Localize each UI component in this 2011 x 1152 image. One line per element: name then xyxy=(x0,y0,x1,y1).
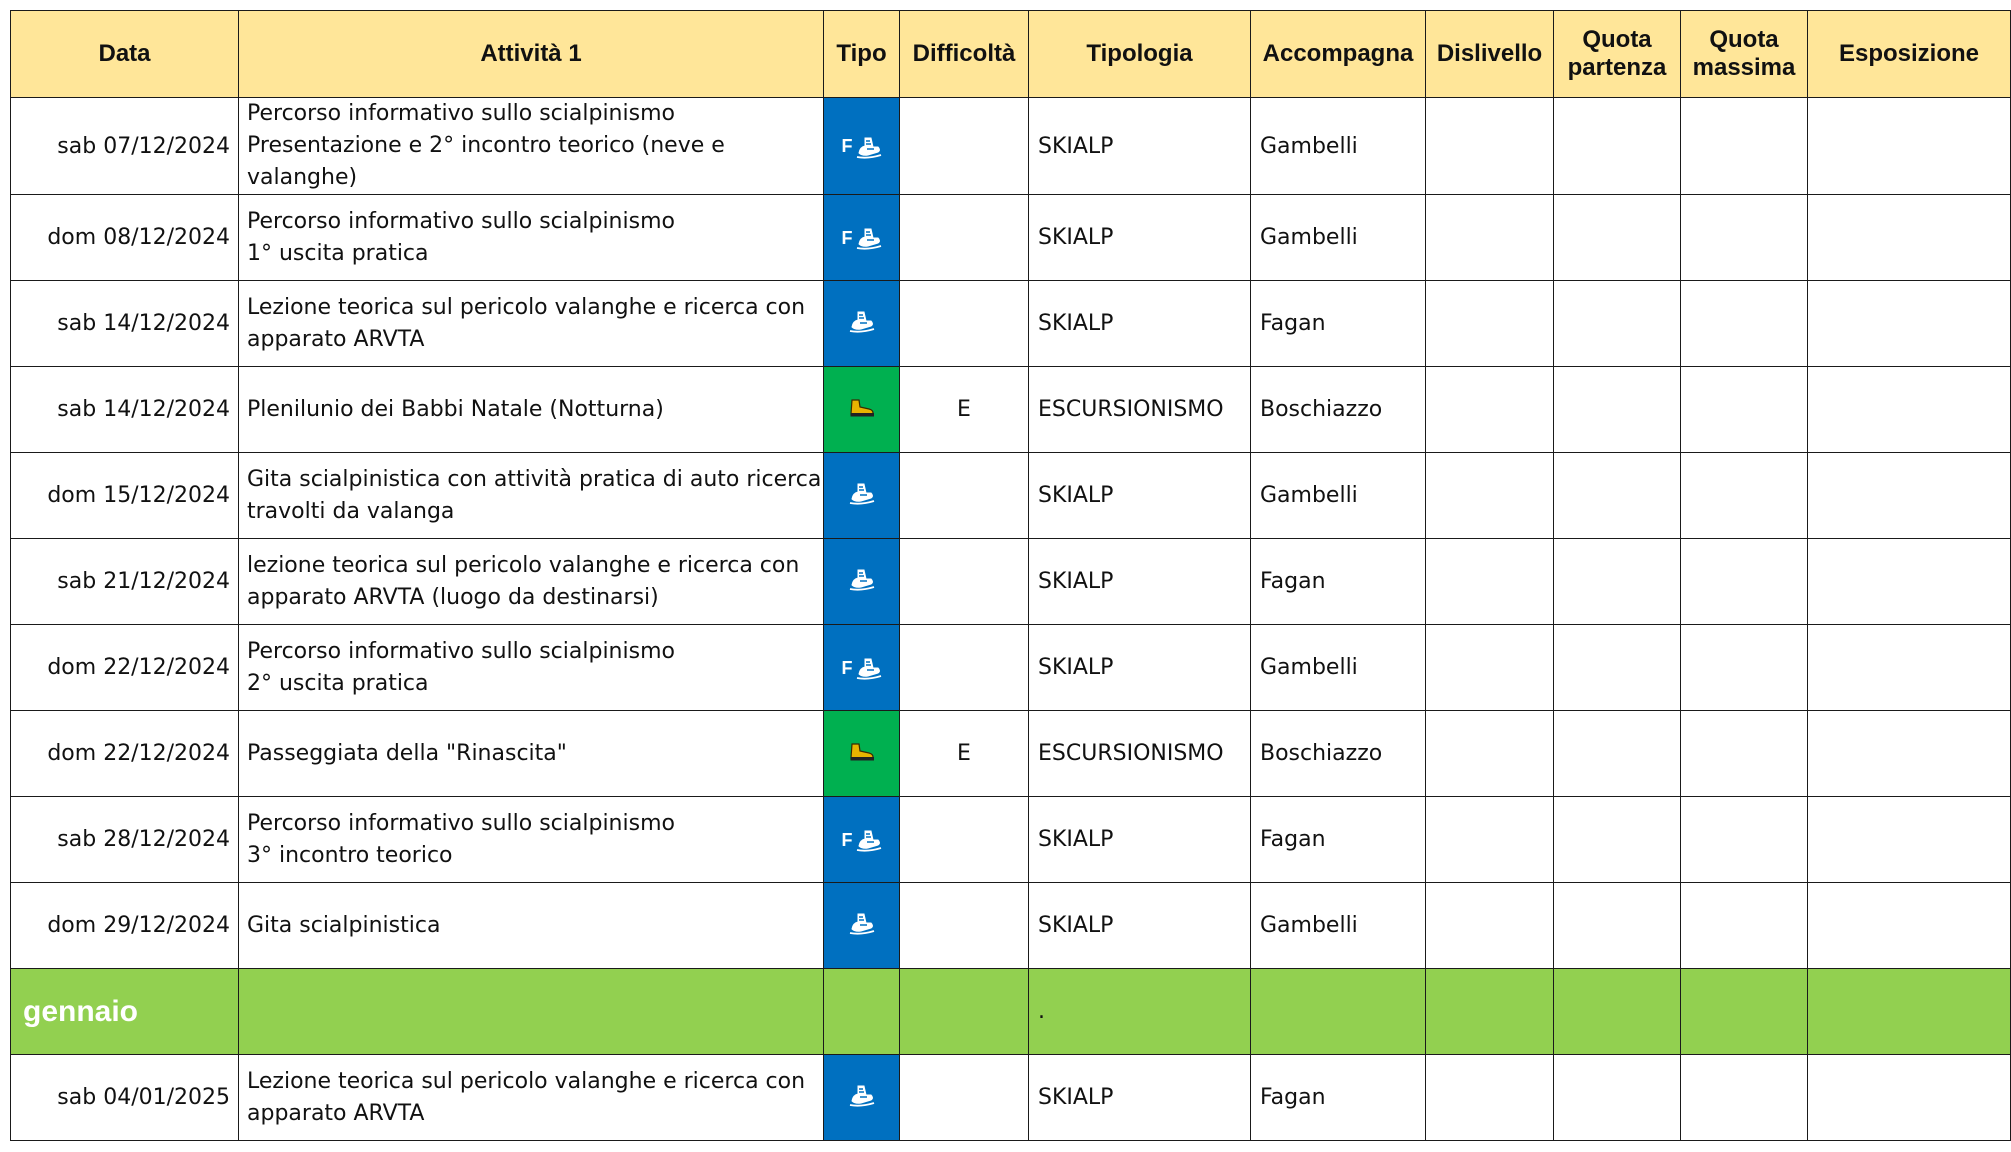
cell-tipologia[interactable]: ESCURSIONISMO xyxy=(1029,367,1251,453)
ski-boot-icon xyxy=(849,481,875,505)
cell-date[interactable]: sab 21/12/2024 xyxy=(11,539,239,625)
cell-date[interactable]: sab 14/12/2024 xyxy=(11,367,239,453)
month-label[interactable]: gennaio xyxy=(11,969,239,1055)
cell-dislivello[interactable] xyxy=(1426,195,1554,281)
tipo-badge xyxy=(842,135,882,159)
attivita-line: apparato ARVTA (luogo da destinarsi) xyxy=(247,584,659,610)
table-row xyxy=(11,797,2011,883)
cell-tipologia[interactable]: SKIALP xyxy=(1029,1055,1251,1141)
cell-tipologia[interactable]: ESCURSIONISMO xyxy=(1029,711,1251,797)
cell-esposizione[interactable] xyxy=(1808,281,2011,367)
attivita-line: Percorso informativo sullo scialpinismo xyxy=(247,810,675,836)
table-row xyxy=(11,883,2011,969)
cell-dislivello[interactable] xyxy=(1426,797,1554,883)
cell-quota-partenza[interactable] xyxy=(1554,539,1681,625)
attivita-line: Lezione teorica sul pericolo valanghe e ricerca con xyxy=(247,1068,806,1094)
ski-boot-icon xyxy=(849,1083,875,1107)
cell-difficolta[interactable] xyxy=(900,625,1029,711)
cell-date[interactable]: dom 22/12/2024 xyxy=(11,625,239,711)
cell-difficolta[interactable] xyxy=(900,195,1029,281)
cell-dislivello[interactable] xyxy=(1426,453,1554,539)
table-row xyxy=(11,1055,2011,1141)
table-row xyxy=(11,195,2011,281)
tipo-letter: F xyxy=(841,227,853,248)
table-row xyxy=(11,453,2011,539)
tipo-badge xyxy=(842,226,882,250)
cell-esposizione[interactable] xyxy=(1808,883,2011,969)
cell-accompagna[interactable]: Gambelli xyxy=(1251,195,1426,281)
activities-table xyxy=(10,10,2011,1141)
tipo-badge xyxy=(848,740,876,762)
cell-quota-massima[interactable] xyxy=(1681,281,1808,367)
attivita-line: Percorso informativo sullo scialpinismo xyxy=(247,101,675,126)
header-row xyxy=(11,11,2011,98)
tipo-badge xyxy=(842,828,882,852)
cell-tipo[interactable] xyxy=(824,711,900,797)
cell-quota-partenza[interactable] xyxy=(1554,711,1681,797)
month-cell-accompagna[interactable] xyxy=(1251,969,1426,1055)
cell-tipo[interactable] xyxy=(824,195,900,281)
month-cell-attivita[interactable] xyxy=(239,969,824,1055)
attivita-line: Presentazione e 2° incontro teorico (neve e xyxy=(247,133,725,158)
cell-tipologia[interactable]: SKIALP xyxy=(1029,625,1251,711)
cell-tipo[interactable] xyxy=(824,367,900,453)
cell-tipo[interactable] xyxy=(824,883,900,969)
cell-esposizione[interactable] xyxy=(1808,453,2011,539)
month-cell-esposizione[interactable] xyxy=(1808,969,2011,1055)
ski-boot-icon xyxy=(856,828,882,852)
attivita-line: Lezione teorica sul pericolo valanghe e ricerca con xyxy=(247,294,806,320)
attivita-line: Percorso informativo sullo scialpinismo xyxy=(247,638,675,664)
tipo-letter: F xyxy=(841,657,853,678)
tipo-badge xyxy=(842,656,882,680)
header-quota-massima-line2: massima xyxy=(1692,54,1796,81)
table-row xyxy=(11,98,2011,195)
ski-boot-icon xyxy=(849,567,875,591)
cell-quota-partenza[interactable] xyxy=(1554,453,1681,539)
cell-quota-massima[interactable] xyxy=(1681,453,1808,539)
cell-attivita[interactable] xyxy=(239,1055,824,1141)
cell-accompagna[interactable]: Gambelli xyxy=(1251,98,1426,195)
header-quota-massima[interactable] xyxy=(1681,11,1808,98)
cell-attivita[interactable] xyxy=(239,539,824,625)
cell-quota-massima[interactable] xyxy=(1681,539,1808,625)
header-accompagna[interactable]: Accompagna xyxy=(1251,11,1426,98)
cell-tipologia[interactable]: SKIALP xyxy=(1029,883,1251,969)
cell-quota-massima[interactable] xyxy=(1681,797,1808,883)
cell-date[interactable]: sab 04/01/2025 xyxy=(11,1055,239,1141)
cell-accompagna[interactable]: Fagan xyxy=(1251,1055,1426,1141)
cell-difficolta[interactable] xyxy=(900,797,1029,883)
hiking-boot-icon xyxy=(848,396,876,418)
ski-boot-icon xyxy=(849,309,875,333)
table-row xyxy=(11,711,2011,797)
attivita-line: 2° uscita pratica xyxy=(247,670,429,696)
cell-esposizione[interactable] xyxy=(1808,797,2011,883)
cell-dislivello[interactable] xyxy=(1426,1055,1554,1141)
cell-dislivello[interactable] xyxy=(1426,98,1554,195)
cell-quota-massima[interactable] xyxy=(1681,98,1808,195)
attivita-line: Passeggiata della "Rinascita" xyxy=(247,740,567,766)
cell-quota-partenza[interactable] xyxy=(1554,1055,1681,1141)
tipo-badge xyxy=(849,911,875,935)
cell-accompagna[interactable]: Gambelli xyxy=(1251,883,1426,969)
month-cell-quota-partenza[interactable] xyxy=(1554,969,1681,1055)
month-cell-difficolta[interactable] xyxy=(900,969,1029,1055)
attivita-line: valanghe) xyxy=(247,165,358,190)
cell-esposizione[interactable] xyxy=(1808,195,2011,281)
cell-attivita[interactable] xyxy=(239,797,824,883)
cell-attivita[interactable] xyxy=(239,453,824,539)
table-row xyxy=(11,625,2011,711)
cell-accompagna[interactable]: Boschiazzo xyxy=(1251,367,1426,453)
cell-attivita[interactable] xyxy=(239,883,824,969)
cell-quota-partenza[interactable] xyxy=(1554,625,1681,711)
month-cell-tipologia[interactable]: . xyxy=(1029,969,1251,1055)
attivita-line: apparato ARVTA xyxy=(247,1100,425,1126)
tipo-badge xyxy=(848,396,876,418)
attivita-line: Gita scialpinistica xyxy=(247,912,441,938)
cell-difficolta[interactable] xyxy=(900,883,1029,969)
cell-dislivello[interactable] xyxy=(1426,281,1554,367)
cell-tipo[interactable] xyxy=(824,797,900,883)
header-dislivello[interactable]: Dislivello xyxy=(1426,11,1554,98)
attivita-line: Percorso informativo sullo scialpinismo xyxy=(247,208,675,234)
cell-difficolta[interactable] xyxy=(900,98,1029,195)
cell-accompagna[interactable]: Fagan xyxy=(1251,797,1426,883)
cell-tipologia[interactable]: SKIALP xyxy=(1029,453,1251,539)
cell-attivita[interactable] xyxy=(239,711,824,797)
tipo-badge xyxy=(849,481,875,505)
tipo-letter: F xyxy=(841,829,853,850)
cell-accompagna[interactable]: Gambelli xyxy=(1251,625,1426,711)
cell-date[interactable]: sab 07/12/2024 xyxy=(11,98,239,195)
cell-dislivello[interactable] xyxy=(1426,539,1554,625)
cell-date[interactable]: dom 22/12/2024 xyxy=(11,711,239,797)
cell-dislivello[interactable] xyxy=(1426,625,1554,711)
table-row xyxy=(11,539,2011,625)
cell-difficolta[interactable] xyxy=(900,539,1029,625)
cell-esposizione[interactable] xyxy=(1808,625,2011,711)
cell-tipo[interactable] xyxy=(824,281,900,367)
cell-date[interactable]: sab 28/12/2024 xyxy=(11,797,239,883)
cell-quota-massima[interactable] xyxy=(1681,367,1808,453)
cell-accompagna[interactable]: Gambelli xyxy=(1251,453,1426,539)
tipo-badge xyxy=(849,309,875,333)
cell-difficolta[interactable]: E xyxy=(900,367,1029,453)
month-cell-dislivello[interactable] xyxy=(1426,969,1554,1055)
tipo-badge xyxy=(849,567,875,591)
ski-boot-icon xyxy=(856,135,882,159)
cell-esposizione[interactable] xyxy=(1808,98,2011,195)
table-row xyxy=(11,281,2011,367)
cell-tipo[interactable] xyxy=(824,625,900,711)
cell-accompagna[interactable]: Fagan xyxy=(1251,281,1426,367)
cell-tipologia[interactable]: SKIALP xyxy=(1029,195,1251,281)
ski-boot-icon xyxy=(849,911,875,935)
cell-esposizione[interactable] xyxy=(1808,539,2011,625)
schedule-sheet xyxy=(10,10,1980,1141)
month-cell-quota-massima[interactable] xyxy=(1681,969,1808,1055)
cell-tipo[interactable] xyxy=(824,453,900,539)
cell-quota-partenza[interactable] xyxy=(1554,98,1681,195)
cell-tipo[interactable] xyxy=(824,98,900,195)
cell-quota-partenza[interactable] xyxy=(1554,281,1681,367)
cell-attivita[interactable] xyxy=(239,367,824,453)
header-tipologia[interactable]: Tipologia xyxy=(1029,11,1251,98)
attivita-line: travolti da valanga xyxy=(247,498,455,524)
header-tipo[interactable]: Tipo xyxy=(824,11,900,98)
cell-date[interactable]: dom 08/12/2024 xyxy=(11,195,239,281)
cell-quota-massima[interactable] xyxy=(1681,711,1808,797)
cell-dislivello[interactable] xyxy=(1426,711,1554,797)
cell-esposizione[interactable] xyxy=(1808,1055,2011,1141)
tipo-badge xyxy=(849,1083,875,1107)
cell-quota-massima[interactable] xyxy=(1681,625,1808,711)
cell-date[interactable]: dom 15/12/2024 xyxy=(11,453,239,539)
cell-quota-partenza[interactable] xyxy=(1554,367,1681,453)
cell-difficolta[interactable] xyxy=(900,1055,1029,1141)
cell-tipologia[interactable]: SKIALP xyxy=(1029,281,1251,367)
attivita-line: 1° uscita pratica xyxy=(247,240,429,266)
tipo-letter: F xyxy=(841,136,853,157)
cell-tipo[interactable] xyxy=(824,1055,900,1141)
cell-date[interactable]: sab 14/12/2024 xyxy=(11,281,239,367)
month-cell-tipo[interactable] xyxy=(824,969,900,1055)
header-data[interactable]: Data xyxy=(11,11,239,98)
attivita-line: 3° incontro teorico xyxy=(247,842,453,868)
header-quota-massima-line1: Quota xyxy=(1709,26,1779,54)
ski-boot-icon xyxy=(856,656,882,680)
cell-accompagna[interactable]: Fagan xyxy=(1251,539,1426,625)
cell-tipo[interactable] xyxy=(824,539,900,625)
cell-quota-partenza[interactable] xyxy=(1554,797,1681,883)
cell-quota-partenza[interactable] xyxy=(1554,195,1681,281)
cell-esposizione[interactable] xyxy=(1808,711,2011,797)
hiking-boot-icon xyxy=(848,740,876,762)
attivita-line: Plenilunio dei Babbi Natale (Notturna) xyxy=(247,396,664,422)
month-row xyxy=(11,969,2011,1055)
cell-attivita[interactable] xyxy=(239,98,824,195)
attivita-line: apparato ARVTA xyxy=(247,326,425,352)
cell-dislivello[interactable] xyxy=(1426,367,1554,453)
ski-boot-icon xyxy=(856,226,882,250)
cell-tipologia[interactable]: SKIALP xyxy=(1029,797,1251,883)
cell-tipologia[interactable]: SKIALP xyxy=(1029,539,1251,625)
cell-accompagna[interactable]: Boschiazzo xyxy=(1251,711,1426,797)
header-esposizione[interactable]: Esposizione xyxy=(1808,11,2011,98)
cell-quota-massima[interactable] xyxy=(1681,195,1808,281)
header-attivita[interactable]: Attività 1 xyxy=(239,11,824,98)
header-quota-partenza-line1: Quota xyxy=(1582,26,1652,54)
cell-difficolta[interactable] xyxy=(900,453,1029,539)
cell-quota-massima[interactable] xyxy=(1681,1055,1808,1141)
cell-attivita[interactable] xyxy=(239,625,824,711)
cell-esposizione[interactable] xyxy=(1808,367,2011,453)
cell-date[interactable]: dom 29/12/2024 xyxy=(11,883,239,969)
cell-quota-partenza[interactable] xyxy=(1554,883,1681,969)
cell-quota-massima[interactable] xyxy=(1681,883,1808,969)
cell-attivita[interactable] xyxy=(239,281,824,367)
cell-difficolta[interactable]: E xyxy=(900,711,1029,797)
cell-difficolta[interactable] xyxy=(900,281,1029,367)
table-row xyxy=(11,367,2011,453)
header-quota-partenza-line2: partenza xyxy=(1567,54,1667,81)
attivita-line: lezione teorica sul pericolo valanghe e ricerca con xyxy=(247,552,800,578)
attivita-line: Gita scialpinistica con attività pratica di auto ricerca xyxy=(247,466,822,492)
cell-tipologia[interactable]: SKIALP xyxy=(1029,98,1251,195)
header-quota-partenza[interactable] xyxy=(1554,11,1681,98)
header-difficolta[interactable]: Difficoltà xyxy=(900,11,1029,98)
cell-attivita[interactable] xyxy=(239,195,824,281)
cell-dislivello[interactable] xyxy=(1426,883,1554,969)
